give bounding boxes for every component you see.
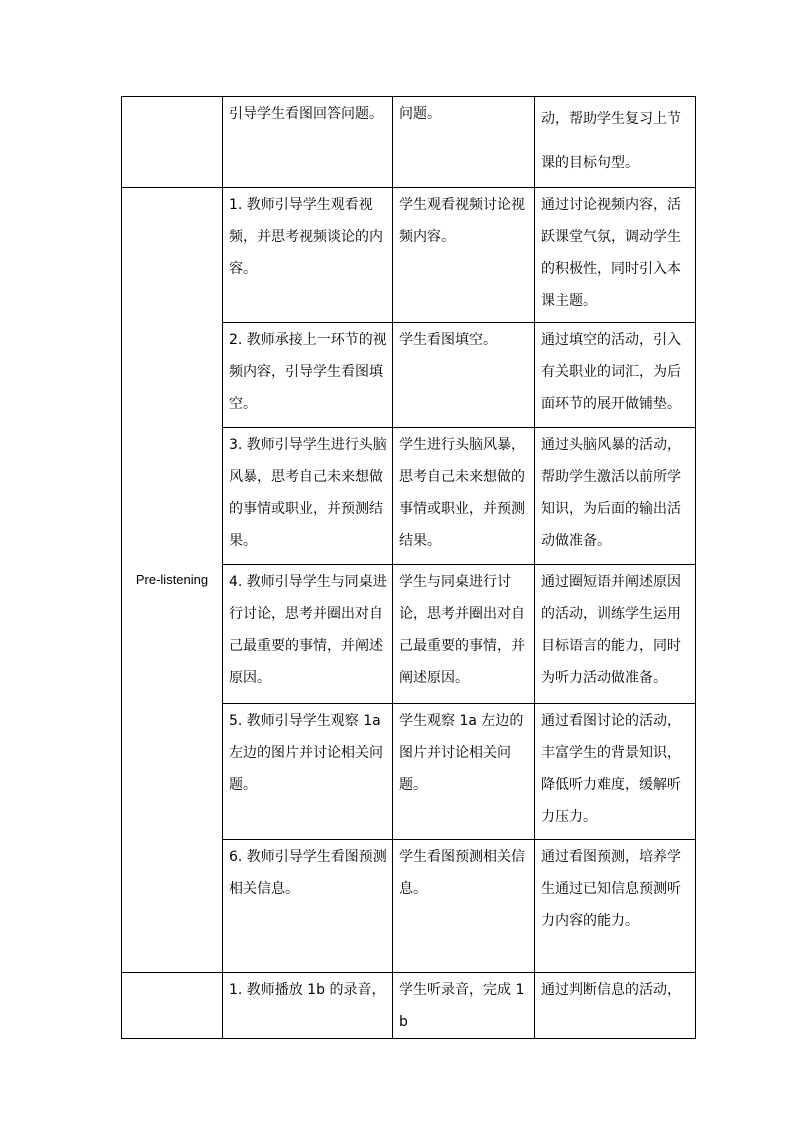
student-activity-cell bbox=[393, 97, 535, 188]
student-activity-cell bbox=[393, 565, 535, 704]
purpose-cell bbox=[535, 565, 696, 704]
lesson-plan-table bbox=[121, 96, 696, 1039]
student-activity-text: 学生观看视频讨论视频内容。 bbox=[399, 197, 525, 245]
purpose-text: 通过填空的活动，引入有关职业的词汇，为后面环节的展开做铺垫。 bbox=[541, 332, 681, 412]
student-activity-cell bbox=[393, 973, 535, 1039]
student-activity-cell bbox=[393, 704, 535, 840]
student-activity-cell bbox=[393, 428, 535, 565]
purpose-text: 动，帮助学生复习上节课的目标句型。 bbox=[541, 111, 681, 171]
purpose-cell bbox=[535, 188, 696, 323]
teacher-activity-text: 5. 教师引导学生观察 1a 左边的图片并讨论相关问题。 bbox=[229, 713, 383, 793]
student-activity-text: 学生与同桌进行讨论，思考并圈出对自己最重要的事情，并阐述原因。 bbox=[399, 574, 525, 686]
stage-cell-empty bbox=[122, 973, 223, 1039]
teacher-activity-cell bbox=[223, 323, 393, 428]
table-row bbox=[122, 188, 696, 323]
purpose-text: 通过讨论视频内容，活跃课堂气氛，调动学生的积极性，同时引入本课主题。 bbox=[541, 197, 681, 309]
student-activity-text: 学生观察 1a 左边的图片并讨论相关问题。 bbox=[399, 713, 524, 793]
teacher-activity-cell bbox=[223, 97, 393, 188]
student-activity-cell bbox=[393, 188, 535, 323]
purpose-text: 通过看图讨论的活动，丰富学生的背景知识，降低听力难度，缓解听力压力。 bbox=[541, 713, 681, 825]
purpose-text: 通过判断信息的活动， bbox=[541, 982, 681, 998]
table-row bbox=[122, 97, 696, 188]
teacher-activity-text: 4. 教师引导学生与同桌进行讨论，思考并圈出对自己最重要的事情，并阐述原因。 bbox=[229, 574, 387, 686]
student-activity-text: 问题。 bbox=[399, 106, 441, 122]
purpose-cell bbox=[535, 428, 696, 565]
stage-label-cell bbox=[122, 188, 223, 973]
purpose-cell bbox=[535, 840, 696, 973]
teacher-activity-cell bbox=[223, 840, 393, 973]
teacher-activity-cell bbox=[223, 188, 393, 323]
stage-cell-empty bbox=[122, 97, 223, 188]
teacher-activity-cell bbox=[223, 565, 393, 704]
purpose-text: 通过看图预测，培养学生通过已知信息预测听力内容的能力。 bbox=[541, 849, 681, 929]
purpose-text: 通过圈短语并阐述原因的活动，训练学生运用目标语言的能力，同时为听力活动做准备。 bbox=[541, 574, 681, 686]
teacher-activity-cell bbox=[223, 973, 393, 1039]
table-row bbox=[122, 973, 696, 1039]
teacher-activity-cell bbox=[223, 704, 393, 840]
purpose-cell bbox=[535, 97, 696, 188]
purpose-cell bbox=[535, 323, 696, 428]
teacher-activity-text: 引导学生看图回答问题。 bbox=[229, 106, 383, 122]
teacher-activity-text: 1. 教师引导学生观看视频，并思考视频谈论的内容。 bbox=[229, 197, 383, 277]
teacher-activity-text: 1. 教师播放 1b 的录音， bbox=[229, 982, 386, 998]
student-activity-text: 学生听录音，完成 1b bbox=[399, 982, 525, 1030]
student-activity-cell bbox=[393, 840, 535, 973]
purpose-cell bbox=[535, 973, 696, 1039]
teacher-activity-cell bbox=[223, 428, 393, 565]
student-activity-cell bbox=[393, 323, 535, 428]
stage-label: Pre-listening bbox=[135, 572, 209, 587]
student-activity-text: 学生看图预测相关信息。 bbox=[399, 849, 525, 897]
teacher-activity-text: 2. 教师承接上一环节的视频内容，引导学生看图填空。 bbox=[229, 332, 387, 412]
teacher-activity-text: 3. 教师引导学生进行头脑风暴，思考自己未来想做的事情或职业，并预测结果。 bbox=[229, 437, 387, 549]
student-activity-text: 学生看图填空。 bbox=[399, 332, 497, 348]
teacher-activity-text: 6. 教师引导学生看图预测相关信息。 bbox=[229, 849, 387, 897]
student-activity-text: 学生进行头脑风暴，思考自己未来想做的事情或职业，并预测结果。 bbox=[399, 437, 525, 549]
purpose-cell bbox=[535, 704, 696, 840]
purpose-text: 通过头脑风暴的活动，帮助学生激活以前所学知识，为后面的输出活动做准备。 bbox=[541, 437, 681, 549]
